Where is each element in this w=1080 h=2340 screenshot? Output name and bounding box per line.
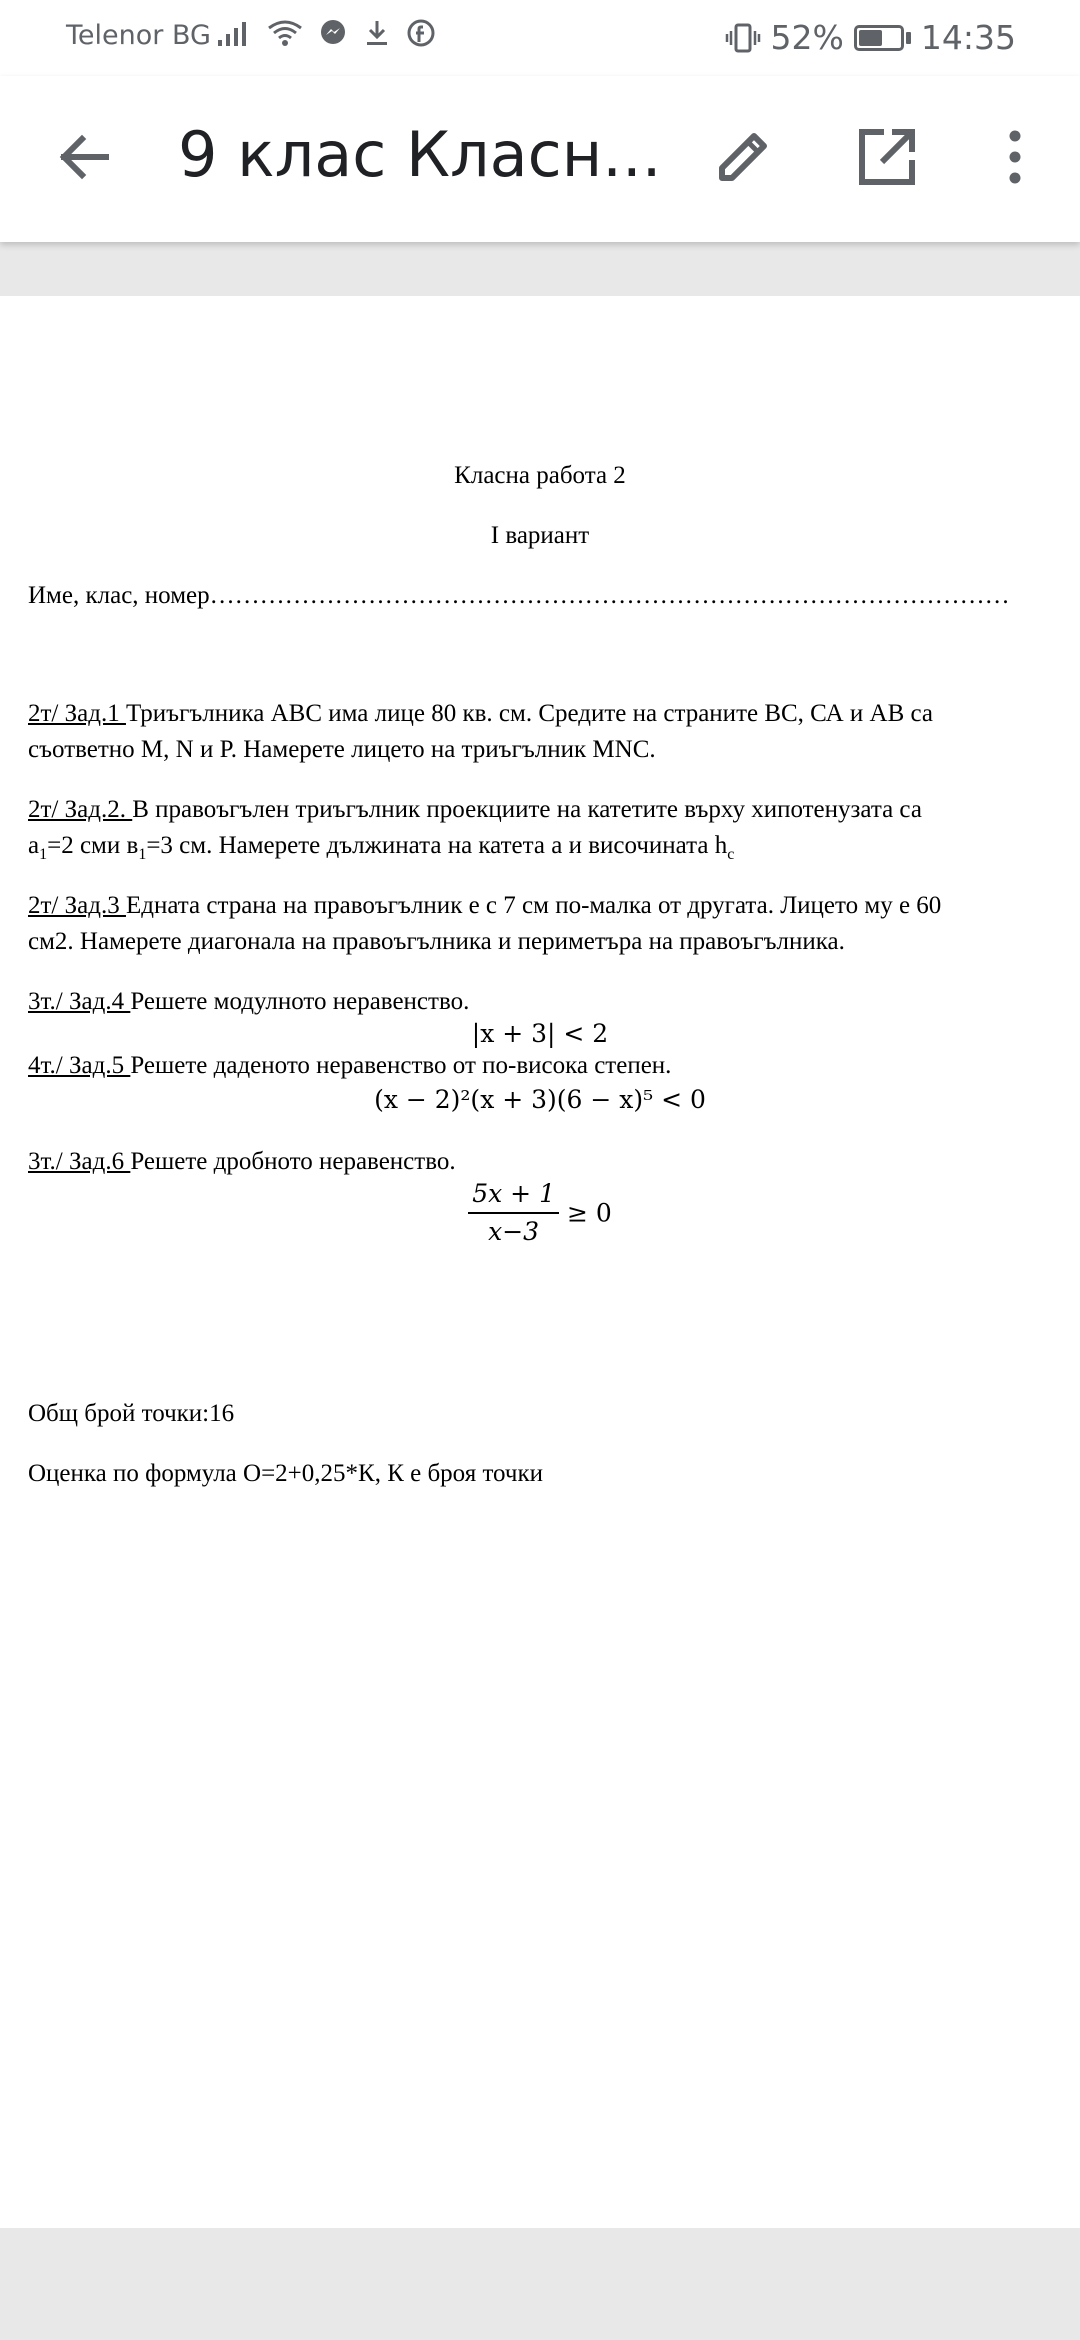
doc-variant: I вариант	[490, 522, 590, 549]
task1-label: 2т/ Зад.1	[28, 700, 126, 727]
task4-label: 3т./ Зад.4	[28, 988, 131, 1015]
task2-label: 2т/ Зад.2.	[28, 796, 133, 823]
task2-line2	[28, 828, 1062, 873]
task5-formula: (x − 2)²(x + 3)(6 − x)⁵ < 0	[374, 1085, 706, 1114]
task4-text: Решете модулното неравенство.	[130, 988, 470, 1015]
more-vert-icon	[990, 122, 1040, 192]
download-icon	[362, 18, 392, 48]
pencil-icon	[708, 122, 778, 192]
facebook-icon	[406, 18, 436, 48]
task6-formula	[0, 1176, 1080, 1250]
task3-text-a: Едната страна на правоъгълник е с 7 см по-малка от другата. Лицето му е 60	[125, 892, 942, 919]
task2-text-a: В правоъгълен триъгълник проекциите на катетите върху хипотенузата са	[132, 796, 922, 823]
task3-line1	[28, 888, 1062, 924]
task1-text-a: Триъгълника АВС има лице 80 кв. см. Средите на страните ВС, СА и АВ са	[125, 700, 934, 727]
vibrate-icon	[725, 22, 761, 54]
status-right	[725, 18, 1016, 57]
app-bar	[0, 76, 1080, 242]
task2-line1	[28, 792, 1062, 828]
document-title: 9 клас Класн...	[178, 118, 662, 191]
task3-line2: см2. Намерете диагонала на правоъгълника и периметъра на правоъгълника.	[28, 928, 845, 955]
back-button[interactable]	[50, 122, 120, 192]
task2-subc: c	[727, 846, 735, 863]
task3-label: 2т/ Зад.3	[28, 892, 126, 919]
task2-text-b2: =2 сми в	[47, 832, 139, 859]
task4-formula: |x + 3| < 2	[471, 1019, 609, 1048]
battery-icon	[854, 25, 904, 51]
task2-sub1: 1	[39, 846, 48, 863]
task2-text-b1: a	[28, 832, 40, 859]
task5-line	[28, 1048, 1062, 1084]
status-icons	[216, 18, 436, 48]
task6-fraction	[468, 1176, 559, 1250]
more-options-button[interactable]	[990, 122, 1040, 192]
task6-numerator: 5x + 1	[468, 1176, 559, 1214]
arrow-back-icon	[50, 122, 120, 192]
battery-percent: 52%	[770, 18, 844, 57]
task6-denominator: x−3	[488, 1217, 540, 1246]
task6-relation: ≥ 0	[559, 1198, 612, 1228]
carrier-name: Telenor BG	[66, 20, 211, 51]
messenger-icon	[318, 18, 348, 48]
task2-text-b3: =3 см. Намерете дължината на катета а и височината h	[146, 832, 728, 859]
task6-label: 3т./ Зад.6	[28, 1148, 131, 1175]
open-external-button[interactable]	[852, 122, 922, 192]
task4-line	[28, 984, 1062, 1020]
signal-icon	[216, 18, 252, 48]
document-page	[0, 296, 1080, 2228]
edit-button[interactable]	[708, 122, 778, 192]
name-line: Име, клас, номер……………………………………………………………………………………	[28, 582, 1010, 609]
task6-text: Решете дробното неравенство.	[130, 1148, 456, 1175]
task5-label: 4т./ Зад.5	[28, 1052, 131, 1079]
doc-heading: Класна работа 2	[454, 462, 626, 489]
clock: 14:35	[920, 18, 1016, 57]
task2-sub2: 1	[138, 846, 147, 863]
task1-line1	[28, 696, 1062, 732]
task1-line2: съответно M, N и P. Намерете лицето на триъгълник MNC.	[28, 736, 656, 763]
open-in-new-icon	[852, 122, 922, 192]
status-bar	[0, 0, 1080, 76]
wifi-icon	[266, 18, 304, 48]
task6-line	[28, 1144, 1062, 1180]
task5-text: Решете даденото неравенство от по-висока степен.	[130, 1052, 672, 1079]
grading-formula: Оценка по формула О=2+0,25*К, К е броя точки	[28, 1460, 544, 1487]
total-points: Общ брой точки:16	[28, 1400, 235, 1427]
